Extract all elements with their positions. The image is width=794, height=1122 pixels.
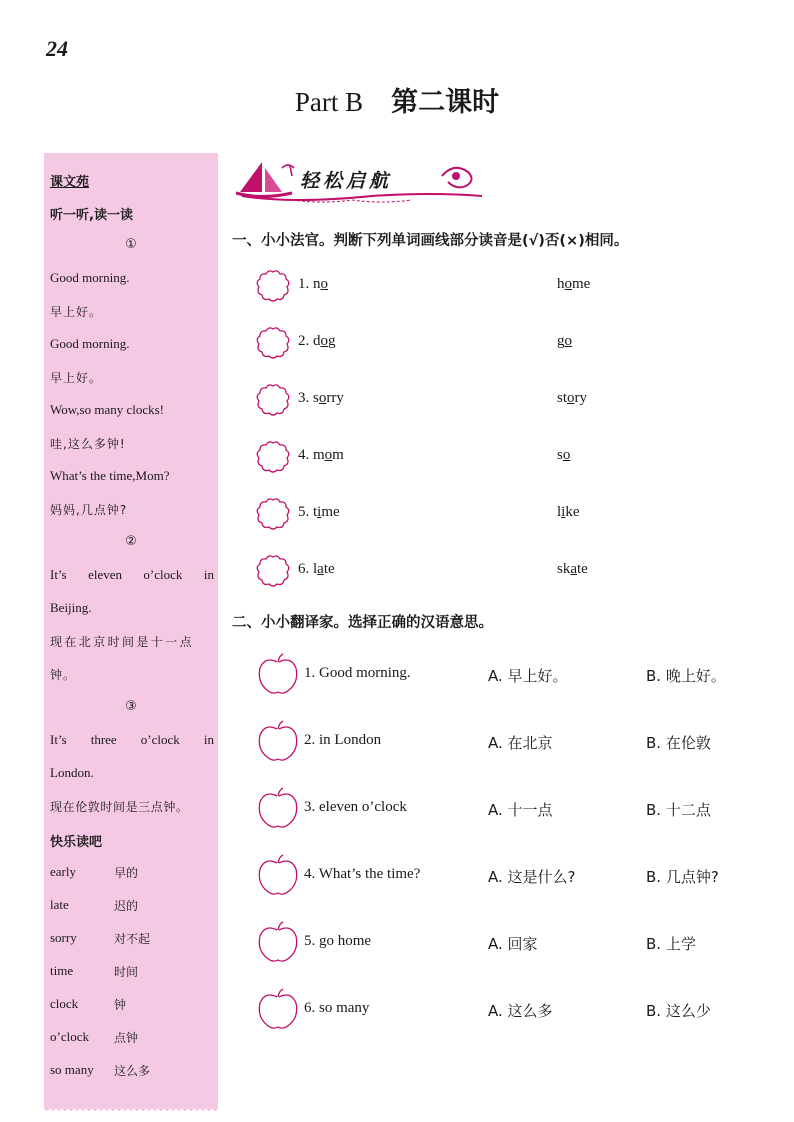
judge-item [255, 439, 775, 475]
apple-answer-box-icon[interactable] [255, 652, 301, 698]
apple-answer-box-icon[interactable] [255, 786, 301, 832]
option-b[interactable]: B. 在伦敦 [646, 734, 711, 752]
vocab-zh: 早的 [114, 866, 139, 880]
paragraph-marker-1: ① [125, 237, 137, 252]
word-right: go [557, 333, 572, 349]
vocab-en: clock [50, 996, 79, 1011]
sidebar-text-line: 钟。 [50, 668, 77, 682]
vocab-en: o’clock [50, 1029, 89, 1044]
sidebar-text-line: 哇,这么多钟! [50, 437, 126, 451]
vocab-zh: 点钟 [114, 1031, 139, 1045]
sidebar-text-line: 现在伦敦时间是三点钟。 [50, 800, 189, 814]
sidebar-text-line: Good morning. [50, 270, 130, 285]
sidebar-text-line: Good morning. [50, 336, 130, 351]
title-part: Part B [294, 87, 364, 117]
translate-item [255, 853, 775, 899]
vocab-zh: 钟 [114, 998, 127, 1012]
word-right: skate [557, 561, 588, 577]
paragraph-marker-2: ② [125, 534, 137, 549]
section-1-title: 一、小小法官。判断下列单词画线部分读音是(√)否(×)相同。 [232, 233, 629, 249]
question-text: 2. in London [304, 732, 382, 748]
word-right: so [557, 447, 571, 463]
vocab-heading: 快乐读吧 [50, 835, 103, 850]
option-b[interactable]: B. 这么少 [646, 1002, 711, 1020]
judge-item [255, 268, 775, 304]
option-a[interactable]: A. 在北京 [488, 734, 553, 752]
flower-answer-box-icon[interactable] [255, 553, 291, 589]
question-text: 3. eleven o’clock [304, 799, 407, 815]
question-text: 5. go home [304, 933, 372, 949]
flower-answer-box-icon[interactable] [255, 382, 291, 418]
apple-answer-box-icon[interactable] [255, 920, 301, 966]
translate-item [255, 652, 775, 698]
sidebar-text-line: What’s the time,Mom? [50, 468, 170, 483]
option-a[interactable]: A. 这是什么? [488, 868, 576, 886]
sidebar-text-line: 早上好。 [50, 371, 103, 385]
word-left: 4. mom [298, 447, 344, 463]
option-a[interactable]: A. 早上好。 [488, 667, 568, 685]
judge-item [255, 325, 775, 361]
option-a[interactable]: A. 回家 [488, 935, 538, 953]
word-right: like [557, 504, 580, 520]
title-lesson: 第二课时 [391, 87, 500, 118]
vocab-en: so many [50, 1062, 94, 1077]
page-number: 24 [46, 36, 68, 61]
sidebar-text-line: Beijing. [50, 600, 92, 615]
flower-answer-box-icon[interactable] [255, 268, 291, 304]
translate-item [255, 786, 775, 832]
word-left: 3. sorry [298, 390, 344, 406]
translate-item [255, 920, 775, 966]
vocab-zh: 时间 [114, 965, 139, 979]
word-left: 2. dog [298, 333, 336, 349]
section-2-title: 二、小小翻译家。选择正确的汉语意思。 [232, 615, 493, 631]
sidebar-text-line: 早上好。 [50, 305, 103, 319]
option-b[interactable]: B. 几点钟? [646, 868, 719, 886]
sidebar-text-line: It’s three o’clock in [50, 732, 214, 747]
translate-item [255, 987, 775, 1033]
option-a[interactable]: A. 十一点 [488, 801, 553, 819]
flower-answer-box-icon[interactable] [255, 325, 291, 361]
sidebar-scalloped-edge [44, 1104, 218, 1116]
vocab-zh: 这么多 [114, 1064, 151, 1078]
vocab-en: early [50, 864, 76, 879]
vocab-en: sorry [50, 930, 77, 945]
judge-item [255, 382, 775, 418]
judge-item [255, 496, 775, 532]
banner-title: 轻松启航 [300, 170, 393, 192]
sidebar-subheading: 听一听,读一读 [50, 208, 133, 223]
question-text: 4. What’s the time? [304, 866, 421, 882]
apple-answer-box-icon[interactable] [255, 719, 301, 765]
flower-answer-box-icon[interactable] [255, 439, 291, 475]
question-text: 1. Good morning. [304, 665, 411, 681]
apple-answer-box-icon[interactable] [255, 853, 301, 899]
vocab-en: time [50, 963, 74, 978]
word-right: story [557, 390, 588, 406]
vocab-en: late [50, 897, 69, 912]
vocab-zh: 迟的 [114, 899, 139, 913]
word-left: 1. no [298, 276, 328, 292]
judge-item [255, 553, 775, 589]
page-title [0, 80, 794, 119]
sidebar-text-line: Wow,so many clocks! [50, 402, 165, 417]
apple-answer-box-icon[interactable] [255, 987, 301, 1033]
sidebar-text-line: London. [50, 765, 94, 780]
option-a[interactable]: A. 这么多 [488, 1002, 553, 1020]
question-text: 6. so many [304, 1000, 370, 1016]
sidebar-heading: 课文苑 [50, 175, 90, 190]
sidebar-text-line: It’s eleven o’clock in [50, 567, 214, 582]
sidebar-text-line: 现在北京时间是十一点 [50, 635, 195, 649]
option-b[interactable]: B. 十二点 [646, 801, 711, 819]
word-left: 6. late [298, 561, 335, 577]
translate-item [255, 719, 775, 765]
sidebar-text-line: 妈妈,几点钟? [50, 503, 128, 517]
flower-answer-box-icon[interactable] [255, 496, 291, 532]
word-left: 5. time [298, 504, 340, 520]
paragraph-marker-3: ③ [125, 699, 137, 714]
word-right: home [557, 276, 591, 292]
option-b[interactable]: B. 上学 [646, 935, 696, 953]
option-b[interactable]: B. 晚上好。 [646, 667, 726, 685]
vocab-zh: 对不起 [114, 932, 151, 946]
